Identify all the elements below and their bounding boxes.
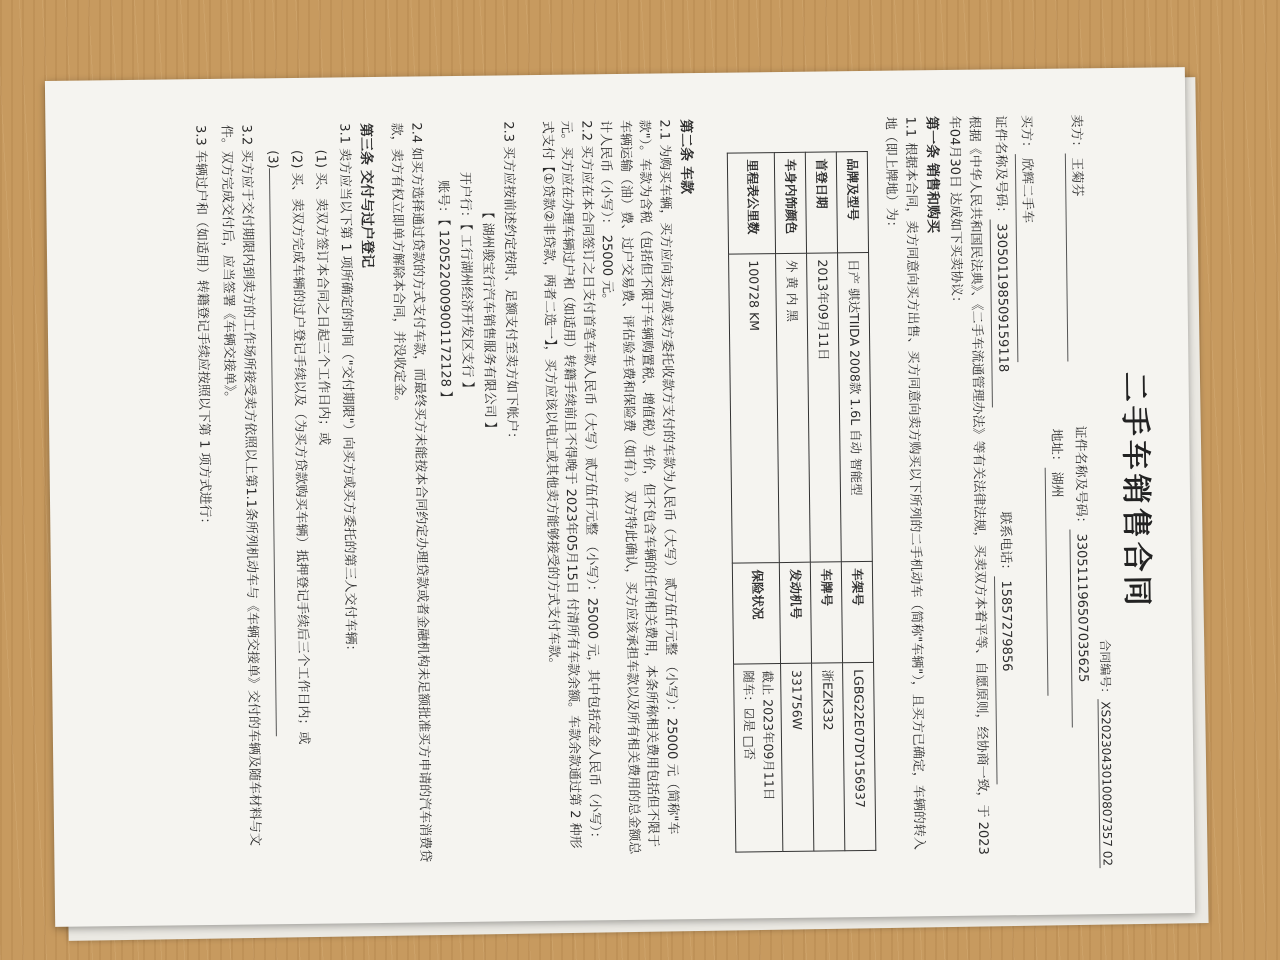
article2-heading: 第二条 车款 [677, 119, 695, 195]
vehicle-info-table [727, 151, 876, 853]
seller-name: 王菊芬 [1065, 153, 1088, 361]
clause-2-2: 2.2 买方应在本合同签订之日支付首笔车款人民币（大写）贰万伍仟元整 （小写）：25000 元，其中包括定金人民币（小写）： 元。买方应在办理车辆过户和（如适用）转籍手续前且不得晚于 2023年05月15日 付清所有车款余额。车款余款通过第 2 种形式支付【①贷款②非贷款，两者二选一】，买方应该以电汇或其他卖方能够接受的方式支付车款。 [539, 120, 603, 849]
buyer-name: 欣辉二手车 [1015, 154, 1038, 362]
buyer-id-row [989, 115, 1019, 869]
contract-document [45, 67, 1195, 927]
clause-1-1-number: 1.1 [902, 116, 918, 138]
account-number-value: 【 1205220009001172128 】 [435, 219, 453, 405]
buyer-id-label: 证件名称及号码： [992, 115, 1009, 220]
blank-line [269, 169, 277, 737]
contract-number [1096, 639, 1117, 868]
seller-address-row [1045, 429, 1071, 869]
clause-3-1-option-2: (2) 买、卖双方完成车辆的过户登记手续以及（为买方贷款购买车辆）抵押登记手续后三个工作日内；或 [288, 149, 311, 745]
table-header-cell: 里程表公里数 [728, 153, 776, 255]
clause-2-1: 2.1 为购买车辆，买方应向卖方或卖方委托收款方支付的车款为人民币（大写） 贰万伍仟元整 （小写）：25000 元（简称"车款"）。车款为含税（包括但不限于车辆购置税、增值税）车价，但不包含车辆的任何相关费用，本条所称相关费用包括但不限于车辆运输（油）费、过户交易费、评估验车费和保险费（如有）。双方特此确认，买方应该承担车款以及所有相关费用的总金额总计人民币（小写）： 25000 元。 [597, 119, 681, 855]
table-value-cell: 浙EZK332 [812, 663, 845, 851]
table-header-cell: 首登日期 [805, 152, 837, 253]
contract-paper-sheet [45, 67, 1195, 927]
seller-id-value: 330511196507035625 [1070, 529, 1093, 727]
article1-heading: 第一条 销售和购买 [923, 116, 941, 234]
clause-3-3: 3.3 车辆过户和（如适用）转籍登记手续应按照以下第 1 项方式进行： [192, 125, 213, 531]
account-name: 【 湖州骏宝行汽车销售服务有限公司 】 [479, 205, 498, 435]
table-header-cell: 车身内饰颜色 [774, 152, 806, 253]
clause-3-2: 3.2 买方应于交付期限内到卖方的工作场所接受卖方依照以上第1.1条所列机动车与《车辆交接单》交付的车辆及随车材料与文件。双方完成交付后，应当签署《车辆交接单》。 [218, 124, 263, 847]
clause-3-1-option-1: (1) 买、卖双方签订本合同之日起三个工作日内；或 [312, 149, 332, 446]
table-header-cell: 品牌及型号 [836, 151, 868, 252]
buyer-label: 买方： [1018, 114, 1034, 155]
article3-heading: 第三条 交付与过户登记 [357, 122, 376, 269]
seller-address-value: 湖州 [1045, 468, 1068, 696]
table-value-cell: 2013年09月11日 [807, 253, 842, 562]
seller-id-label: 证件名称及号码： [1072, 425, 1089, 530]
clause-2-3: 2.3 买方应按前述约定按时、足额支付至卖方如下帐户： [500, 121, 520, 446]
table-header-cell: 车架号 [841, 561, 873, 662]
seller-row [1065, 114, 1095, 868]
buyer-phone-value: 15857279856 [995, 576, 1018, 784]
table-value-cell [734, 664, 783, 852]
buyer-phone-label: 联系电话： [997, 511, 1013, 577]
buyer-row [1015, 115, 1045, 869]
contract-title: 二手车销售合同 [1116, 371, 1155, 610]
clause-3-1-option-3 [262, 150, 290, 878]
bank-value: 【 工行湖州经济开发区支行 】 [457, 223, 475, 395]
table-value-cell: 日产 骐达TIIDA 2008款 1.6L 自动 智能型 [838, 252, 873, 561]
table-value-cell: LGBG22E07DY156937 [843, 662, 876, 850]
clause-3-1: 3.1 卖方应当以下第 1 项所确定的时间（"交付期限"）向买方或买方委托的第三人交付车辆： [336, 123, 358, 658]
buyer-id-value: 330501198509159118 [990, 219, 1013, 407]
insurance-expiry: 截止 2023年09月11日 [760, 670, 777, 801]
table-value-cell: 100728 KM [729, 254, 779, 564]
contract-number-label: 合同编号： [1097, 639, 1113, 700]
table-value-cell: 外 黄 内 黑 [776, 253, 811, 562]
account-number-label: 账号： [435, 180, 451, 220]
seller-address-label: 地址： [1048, 428, 1064, 468]
table-header-cell: 发动机号 [779, 562, 811, 663]
table-value-cell: 331756W [781, 663, 814, 851]
clause-2-4: 2.4 如买方选择通过贷款的方式支付车款，而最终买方未能按本合同约定办理贷款或者金融机构未足额批准买方申请的汽车消费贷款，卖方有权立即单方解除本合同，并没收定金。 [388, 122, 433, 863]
table-row [728, 153, 783, 853]
insurance-with-car: 随车：☑是 □否 [741, 670, 758, 761]
clause-3-1-option-3-label: (3) [264, 150, 280, 169]
preamble-text: 根据《中华人民共和国民法典》、《二手车流通管理办法》等有关法律法规，买卖双方本着平等、自愿原则，经协商一致，于 2023年04月30日 达成如下买卖协议： [946, 115, 991, 855]
clause-1-1-text: 根据本合同，卖方同意向买方出售、买方同意向卖方购买以下所列的二手机动车（简称"车辆"），且买方已确定，车辆的转入地（即上牌地）为： [882, 116, 927, 850]
seller-label: 卖方： [1068, 114, 1084, 154]
table-header-cell: 保险状况 [733, 563, 781, 665]
contract-number-value: XS20230430100807357 02 [1098, 699, 1115, 868]
table-header-cell: 车牌号 [810, 562, 842, 663]
bank-label: 开户行： [457, 171, 473, 224]
